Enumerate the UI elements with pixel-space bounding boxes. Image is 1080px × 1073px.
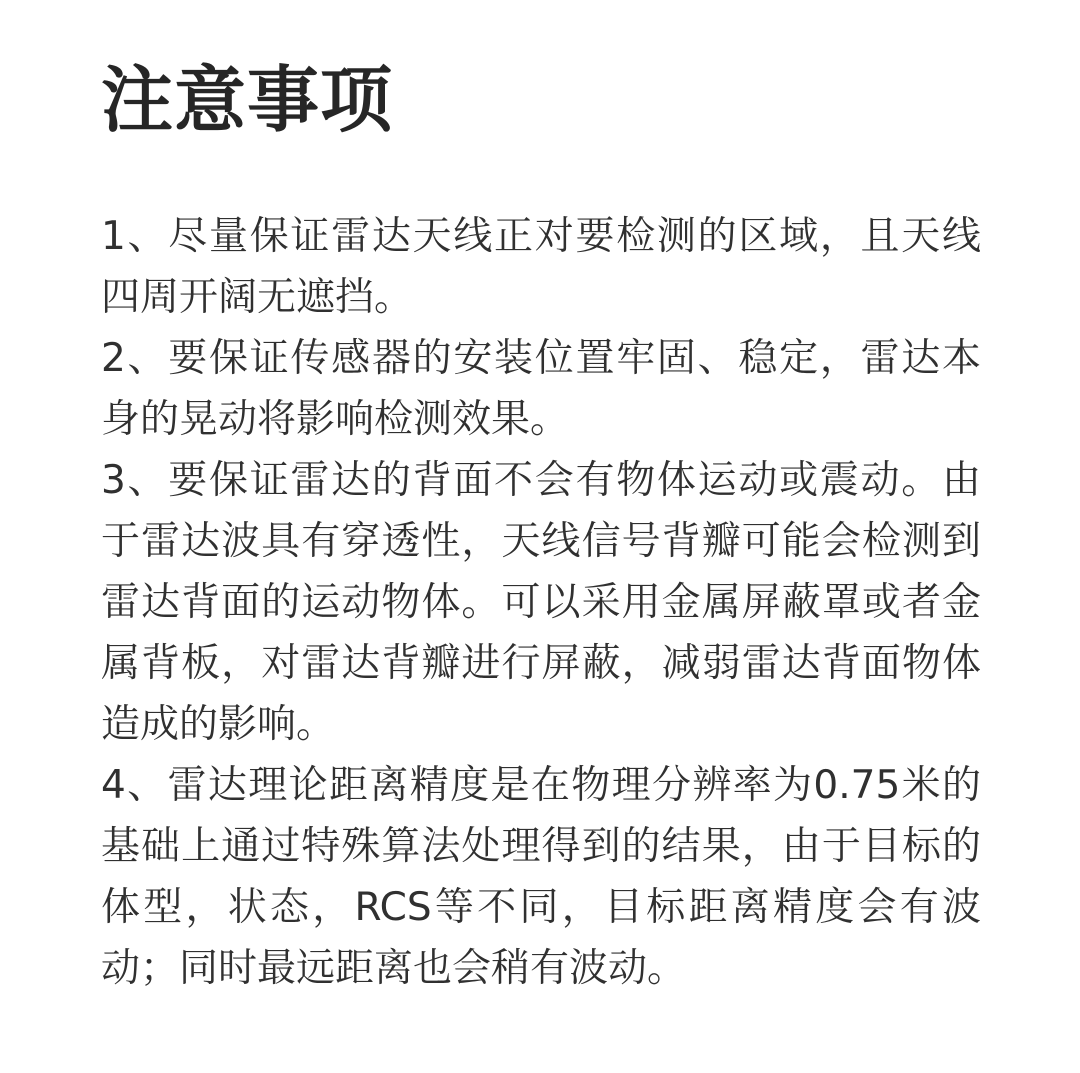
note-item-2: 2、要保证传感器的安装位置牢固、稳定，雷达本身的晃动将影响检测效果。 [101, 336, 981, 442]
note-item-1: 1、尽量保证雷达天线正对要检测的区域，且天线四周开阔无遮挡。 [101, 214, 981, 320]
notes-list [101, 206, 981, 999]
note-item-4: 4、雷达理论距离精度是在物理分辨率为0.75米的基础上通过特殊算法处理得到的结果，由于目标的体型，状态，RCS等不同，目标距离精度会有波动；同时最远距离也会稍有波动。 [101, 763, 981, 991]
note-item-3: 3、要保证雷达的背面不会有物体运动或震动。由于雷达波具有穿透性，天线信号背瓣可能会检测到雷达背面的运动物体。可以采用金属屏蔽罩或者金属背板，对雷达背瓣进行屏蔽，减弱雷达背面物体造成的影响。 [101, 458, 981, 747]
page-title: 注意事项 [101, 58, 394, 142]
